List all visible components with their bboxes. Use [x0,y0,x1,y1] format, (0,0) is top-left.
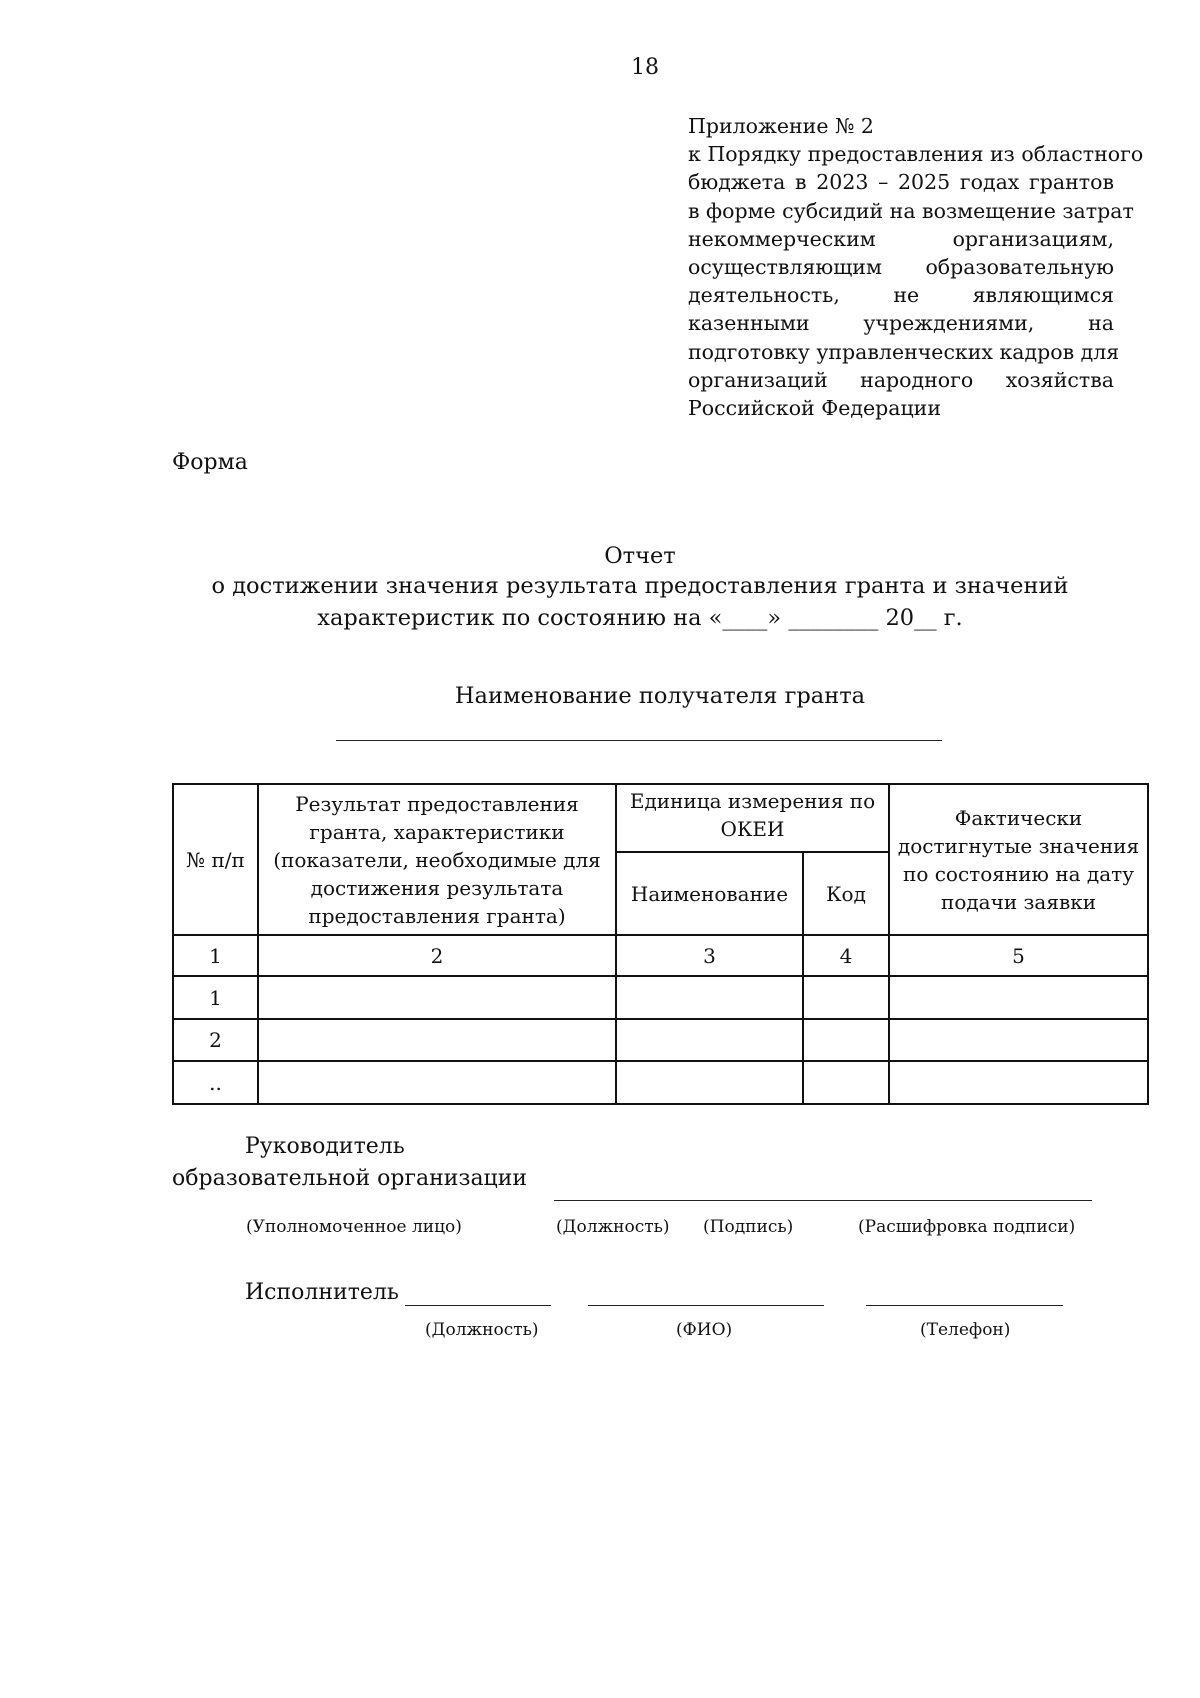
appendix-line: подготовку управленческих кадров для [688,339,1120,364]
appendix-line: казенными учреждениями, на [688,311,1114,336]
form-label: Форма [172,450,248,475]
appendix-line: организаций народного хозяйства [688,367,1114,392]
appendix-line: деятельность, не являющимся [688,283,1114,308]
recipient-name-line [336,740,942,741]
signature-caption: (Подпись) [703,1217,794,1237]
executor-name-line [588,1305,824,1306]
table-cell [258,1061,616,1104]
executor-fio-caption: (ФИО) [676,1320,733,1340]
header-unit-code: Код [803,852,889,935]
column-number: 5 [889,935,1148,976]
recipient-label: Наименование получателя гранта [454,683,866,709]
appendix-line: некоммерческим организациям, [688,226,1114,251]
table-cell [258,1019,616,1061]
executor-label: Исполнитель [245,1280,399,1305]
table-cell [616,976,803,1019]
table-row [173,1061,1148,1104]
signature-decoding-caption: (Расшифровка подписи) [858,1217,1076,1237]
table-cell [803,1019,889,1061]
table-cell: .. [173,1061,258,1104]
executor-position-caption: (Должность) [425,1320,539,1340]
report-subtitle-line1: о достижении значения результата предоставления гранта и значений [211,573,1069,599]
table-cell: 2 [173,1019,258,1061]
table-cell: 1 [173,976,258,1019]
results-table [172,783,1149,1105]
column-number: 1 [173,935,258,976]
appendix-line: Приложение № 2 [688,114,874,138]
report-subtitle-line2: характеристик по состоянию на «____» ________ 20__ г. [317,605,963,631]
header-unit: Единица измерения по ОКЕИ [616,784,889,852]
head-title-line2: образовательной организации [172,1166,528,1191]
appendix-line: к Порядку предоставления из областного [688,142,1144,167]
appendix-line: Российской Федерации [688,396,941,421]
authorized-person-caption: (Уполномоченное лицо) [246,1217,462,1237]
executor-phone-line [866,1305,1063,1306]
page-number: 18 [631,55,659,80]
executor-phone-caption: (Телефон) [920,1320,1011,1340]
report-title: Отчет [604,543,676,569]
signature-line [554,1200,1092,1201]
head-title-line1: Руководитель [245,1134,405,1159]
table-row [173,1019,1148,1061]
appendix-block [688,112,1144,422]
appendix-line: осуществляющим образовательную [688,255,1114,280]
appendix-line: бюджета в 2023 – 2025 годах грантов [688,170,1114,195]
column-number: 2 [258,935,616,976]
appendix-line: в форме субсидий на возмещение затрат [688,198,1134,223]
table-cell [889,1061,1148,1104]
executor-position-line [405,1305,551,1306]
header-result: Результат предоставления гранта, характеристики (показатели, необходимые для достижения результата предоставления гранта) [258,784,616,935]
table-cell [616,1061,803,1104]
table-cell [803,1061,889,1104]
header-unit-name: Наименование [616,852,803,935]
table-cell [803,976,889,1019]
column-number: 3 [616,935,803,976]
column-number: 4 [803,935,889,976]
table-cell [889,1019,1148,1061]
position-caption: (Должность) [556,1217,670,1237]
table-cell [889,976,1148,1019]
header-number: № п/п [173,784,258,935]
header-actual: Фактически достигнутые значения по состоянию на дату подачи заявки [889,784,1148,935]
column-number-row [173,935,1148,976]
table-row [173,976,1148,1019]
table-cell [258,976,616,1019]
table-cell [616,1019,803,1061]
